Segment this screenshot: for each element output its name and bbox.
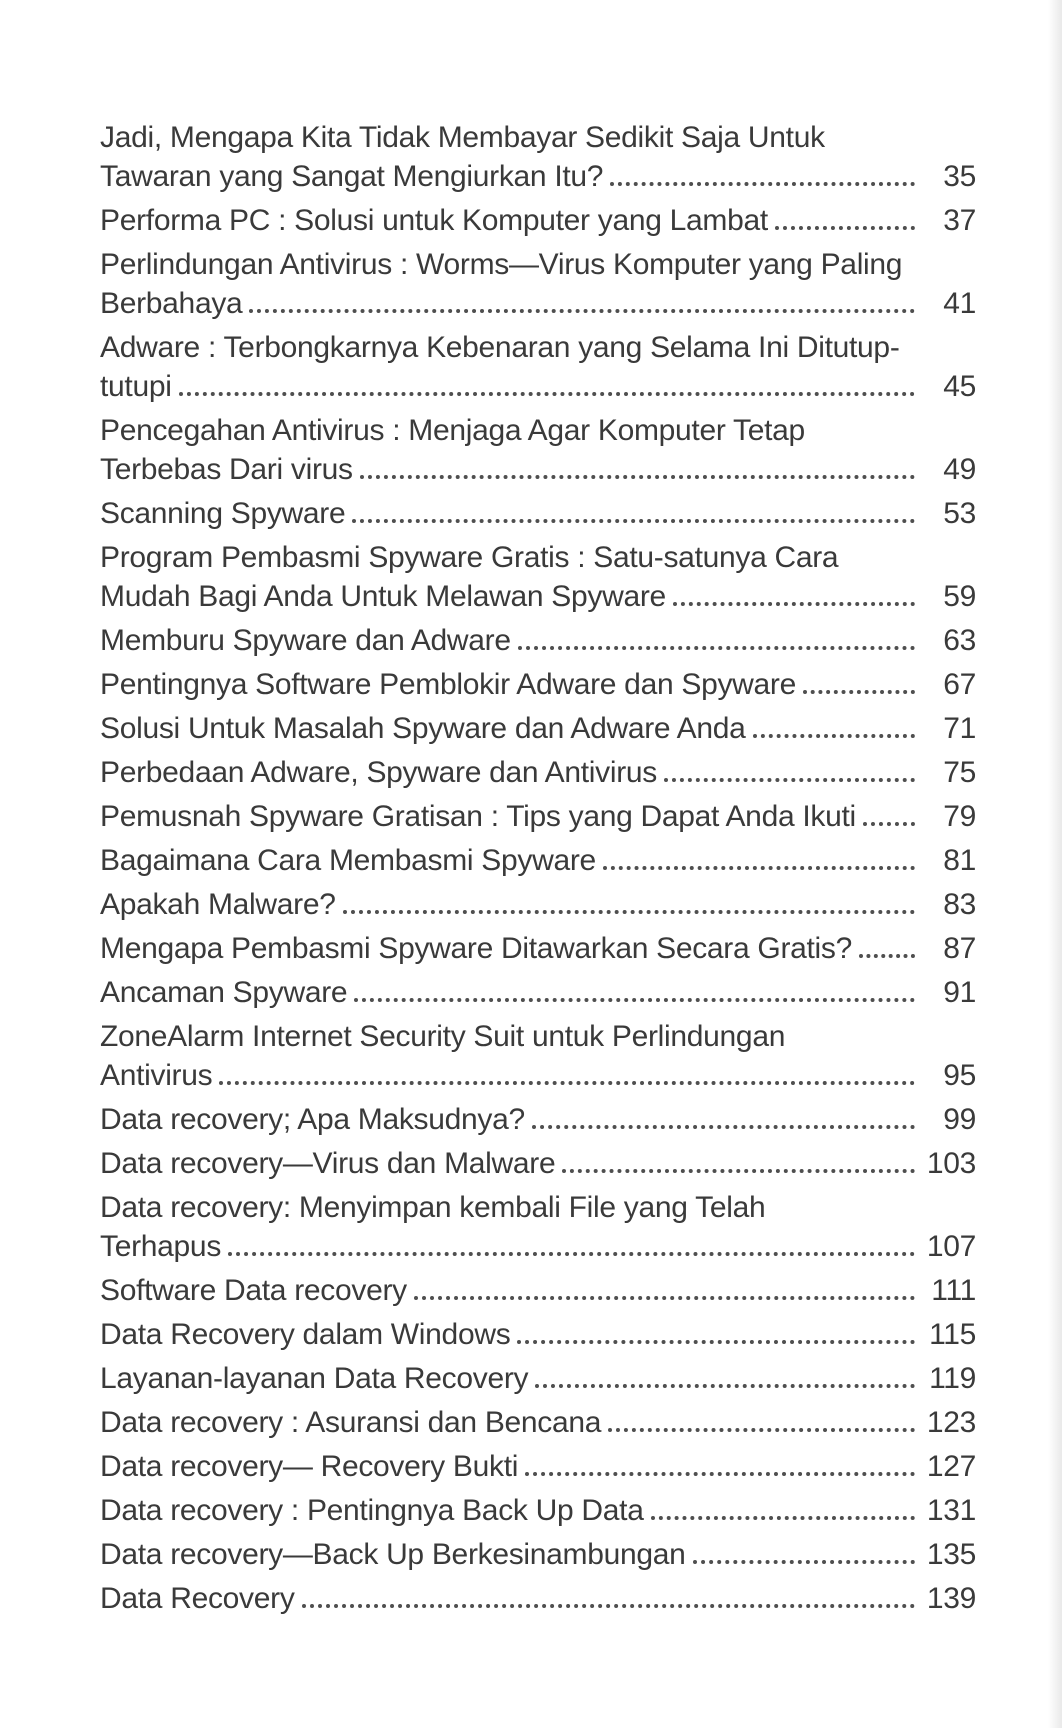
toc-entry-title-line xyxy=(100,328,976,367)
toc-entry-leader-line xyxy=(100,201,976,240)
dot-leader xyxy=(775,226,915,230)
page-number: 45 xyxy=(943,370,976,403)
toc-entry-text: Adware : Terbongkarnya Kebenaran yang Selama Ini Ditutup- xyxy=(100,331,900,364)
page-number: 79 xyxy=(943,800,976,833)
page-number: 71 xyxy=(943,712,976,745)
toc-entry xyxy=(100,929,976,968)
toc-entry-leader-line xyxy=(100,929,976,968)
toc-entry-text: Data recovery : Pentingnya Back Up Data xyxy=(100,1494,644,1527)
page-number: 83 xyxy=(943,888,976,921)
toc-entry-text: Data recovery— Recovery Bukti xyxy=(100,1450,519,1483)
toc-entry-leader-line xyxy=(100,577,976,616)
toc-entry-text: Data recovery : Asuransi dan Bencana xyxy=(100,1406,602,1439)
toc-entry-text: Antivirus xyxy=(100,1059,213,1092)
toc-entry xyxy=(100,973,976,1012)
toc-entry-text: Apakah Malware? xyxy=(100,888,336,921)
toc-entry-text: tutupi xyxy=(100,370,172,403)
toc-entry-title-line xyxy=(100,411,976,450)
toc-entry-text: Ancaman Spyware xyxy=(100,976,348,1009)
toc-entry xyxy=(100,1359,976,1398)
page-number: 81 xyxy=(943,844,976,877)
toc-entry xyxy=(100,621,976,660)
page-number: 115 xyxy=(929,1318,976,1351)
page-number: 95 xyxy=(943,1059,976,1092)
toc-entry-leader-line xyxy=(100,665,976,704)
toc-entry-leader-line xyxy=(100,1100,976,1139)
dot-leader xyxy=(664,778,915,782)
page-number: 135 xyxy=(926,1538,976,1571)
toc-entry-leader-line xyxy=(100,1403,976,1442)
toc-entry-text: Data recovery: Menyimpan kembali File yang Telah xyxy=(100,1191,766,1224)
dot-leader xyxy=(525,1472,915,1476)
toc-entry-leader-line xyxy=(100,621,976,660)
toc-entry xyxy=(100,494,976,533)
toc-entry-title-line xyxy=(100,245,976,284)
toc-entry-leader-line xyxy=(100,450,976,489)
toc-entry-text: Pemusnah Spyware Gratisan : Tips yang Dapat Anda Ikuti xyxy=(100,800,856,833)
toc-entry xyxy=(100,797,976,836)
toc-entry-title-line xyxy=(100,118,976,157)
toc-entry xyxy=(100,1144,976,1183)
page-number: 123 xyxy=(926,1406,976,1439)
toc-entry-text: Tawaran yang Sangat Mengiurkan Itu? xyxy=(100,160,604,193)
toc-entry-text: Bagaimana Cara Membasmi Spyware xyxy=(100,844,596,877)
toc-entry-text: Layanan-layanan Data Recovery xyxy=(100,1362,529,1395)
dot-leader xyxy=(562,1169,915,1173)
page-number: 59 xyxy=(943,580,976,613)
toc-entry-leader-line xyxy=(100,1271,976,1310)
dot-leader xyxy=(859,954,915,958)
toc-entry-leader-line xyxy=(100,157,976,196)
page-number: 87 xyxy=(943,932,976,965)
toc-entry xyxy=(100,1403,976,1442)
dot-leader xyxy=(535,1384,915,1388)
scan-edge-shadow xyxy=(1048,0,1062,1728)
toc-entry-leader-line xyxy=(100,753,976,792)
toc-entry-leader-line xyxy=(100,973,976,1012)
dot-leader xyxy=(414,1296,915,1300)
toc-entry xyxy=(100,709,976,748)
toc-entry-leader-line xyxy=(100,709,976,748)
dot-leader xyxy=(249,309,915,313)
page-number: 67 xyxy=(943,668,976,701)
toc-entry-text: Terhapus xyxy=(100,1230,222,1263)
toc-entry xyxy=(100,1579,976,1618)
toc-entry xyxy=(100,1535,976,1574)
toc-entry-leader-line xyxy=(100,1491,976,1530)
toc-entry xyxy=(100,245,976,323)
toc-entry-text: Software Data recovery xyxy=(100,1274,407,1307)
page-number: 63 xyxy=(943,624,976,657)
toc-entry-text: Data recovery—Virus dan Malware xyxy=(100,1147,556,1180)
toc-entry xyxy=(100,1315,976,1354)
page-number: 41 xyxy=(943,287,976,320)
dot-leader xyxy=(673,602,915,606)
toc-entry xyxy=(100,1491,976,1530)
toc-entry-text: Performa PC : Solusi untuk Komputer yang Lambat xyxy=(100,204,768,237)
toc-entry xyxy=(100,1188,976,1266)
page-number: 131 xyxy=(926,1494,976,1527)
toc-entry-text: Perlindungan Antivirus : Worms—Virus Komputer yang Paling xyxy=(100,248,903,281)
dot-leader xyxy=(302,1604,915,1608)
toc-entry-leader-line xyxy=(100,1056,976,1095)
dot-leader xyxy=(532,1125,915,1129)
table-of-contents xyxy=(100,118,976,1623)
toc-entry-text: Jadi, Mengapa Kita Tidak Membayar Sedikit Saja Untuk xyxy=(100,121,825,154)
dot-leader xyxy=(753,734,915,738)
toc-entry-title-line xyxy=(100,1017,976,1056)
toc-entry-text: Data Recovery dalam Windows xyxy=(100,1318,511,1351)
dot-leader xyxy=(518,646,915,650)
toc-entry-leader-line xyxy=(100,1144,976,1183)
toc-entry-text: Data Recovery xyxy=(100,1582,295,1615)
toc-entry-leader-line xyxy=(100,284,976,323)
toc-entry-text: Solusi Untuk Masalah Spyware dan Adware Anda xyxy=(100,712,746,745)
toc-entry-leader-line xyxy=(100,1535,976,1574)
toc-entry-text: Pencegahan Antivirus : Menjaga Agar Komputer Tetap xyxy=(100,414,805,447)
page-number: 75 xyxy=(943,756,976,789)
toc-entry-title-line xyxy=(100,538,976,577)
dot-leader xyxy=(360,475,915,479)
dot-leader xyxy=(354,998,915,1002)
dot-leader xyxy=(179,392,915,396)
toc-entry-text: Berbahaya xyxy=(100,287,243,320)
toc-entry xyxy=(100,118,976,196)
toc-entry xyxy=(100,201,976,240)
toc-entry-text: Memburu Spyware dan Adware xyxy=(100,624,511,657)
dot-leader xyxy=(228,1252,915,1256)
page-number: 127 xyxy=(926,1450,976,1483)
page-number: 103 xyxy=(926,1147,976,1180)
page-number: 53 xyxy=(943,497,976,530)
toc-entry-text: Mengapa Pembasmi Spyware Ditawarkan Secara Gratis? xyxy=(100,932,853,965)
toc-entry-text: Perbedaan Adware, Spyware dan Antivirus xyxy=(100,756,657,789)
page-number: 139 xyxy=(926,1582,976,1615)
dot-leader xyxy=(803,690,915,694)
page-number: 111 xyxy=(931,1274,976,1307)
page-number: 35 xyxy=(943,160,976,193)
toc-entry xyxy=(100,841,976,880)
toc-entry-text: Pentingnya Software Pemblokir Adware dan Spyware xyxy=(100,668,796,701)
toc-entry-leader-line xyxy=(100,797,976,836)
dot-leader xyxy=(219,1081,915,1085)
toc-entry-leader-line xyxy=(100,841,976,880)
toc-entry xyxy=(100,328,976,406)
page-number: 49 xyxy=(943,453,976,486)
toc-entry-leader-line xyxy=(100,1315,976,1354)
page-number: 91 xyxy=(943,976,976,1009)
dot-leader xyxy=(517,1340,915,1344)
toc-entry-leader-line xyxy=(100,885,976,924)
toc-entry-leader-line xyxy=(100,1447,976,1486)
toc-entry-text: Terbebas Dari virus xyxy=(100,453,353,486)
toc-entry xyxy=(100,411,976,489)
toc-entry-leader-line xyxy=(100,494,976,533)
page-number: 119 xyxy=(929,1362,976,1395)
page-number: 107 xyxy=(926,1230,976,1263)
toc-entry-text: Data recovery; Apa Maksudnya? xyxy=(100,1103,525,1136)
toc-entry xyxy=(100,1017,976,1095)
dot-leader xyxy=(603,866,915,870)
dot-leader xyxy=(610,182,915,186)
toc-entry-text: ZoneAlarm Internet Security Suit untuk Perlindungan xyxy=(100,1020,786,1053)
toc-entry xyxy=(100,538,976,616)
toc-entry-text: Program Pembasmi Spyware Gratis : Satu-satunya Cara xyxy=(100,541,839,574)
toc-entry-leader-line xyxy=(100,1579,976,1618)
toc-entry xyxy=(100,665,976,704)
toc-entry-text: Scanning Spyware xyxy=(100,497,346,530)
toc-entry-leader-line xyxy=(100,1359,976,1398)
dot-leader xyxy=(343,910,915,914)
toc-entry xyxy=(100,1271,976,1310)
toc-entry-leader-line xyxy=(100,1227,976,1266)
toc-entry-text: Data recovery—Back Up Berkesinambungan xyxy=(100,1538,686,1571)
toc-entry xyxy=(100,1447,976,1486)
dot-leader xyxy=(651,1516,915,1520)
page-number: 37 xyxy=(943,204,976,237)
page-number: 99 xyxy=(943,1103,976,1136)
dot-leader xyxy=(693,1560,915,1564)
toc-entry-title-line xyxy=(100,1188,976,1227)
dot-leader xyxy=(352,519,915,523)
dot-leader xyxy=(863,822,915,826)
toc-entry xyxy=(100,885,976,924)
toc-entry-text: Mudah Bagi Anda Untuk Melawan Spyware xyxy=(100,580,666,613)
dot-leader xyxy=(608,1428,915,1432)
toc-entry xyxy=(100,753,976,792)
toc-entry-leader-line xyxy=(100,367,976,406)
toc-entry xyxy=(100,1100,976,1139)
